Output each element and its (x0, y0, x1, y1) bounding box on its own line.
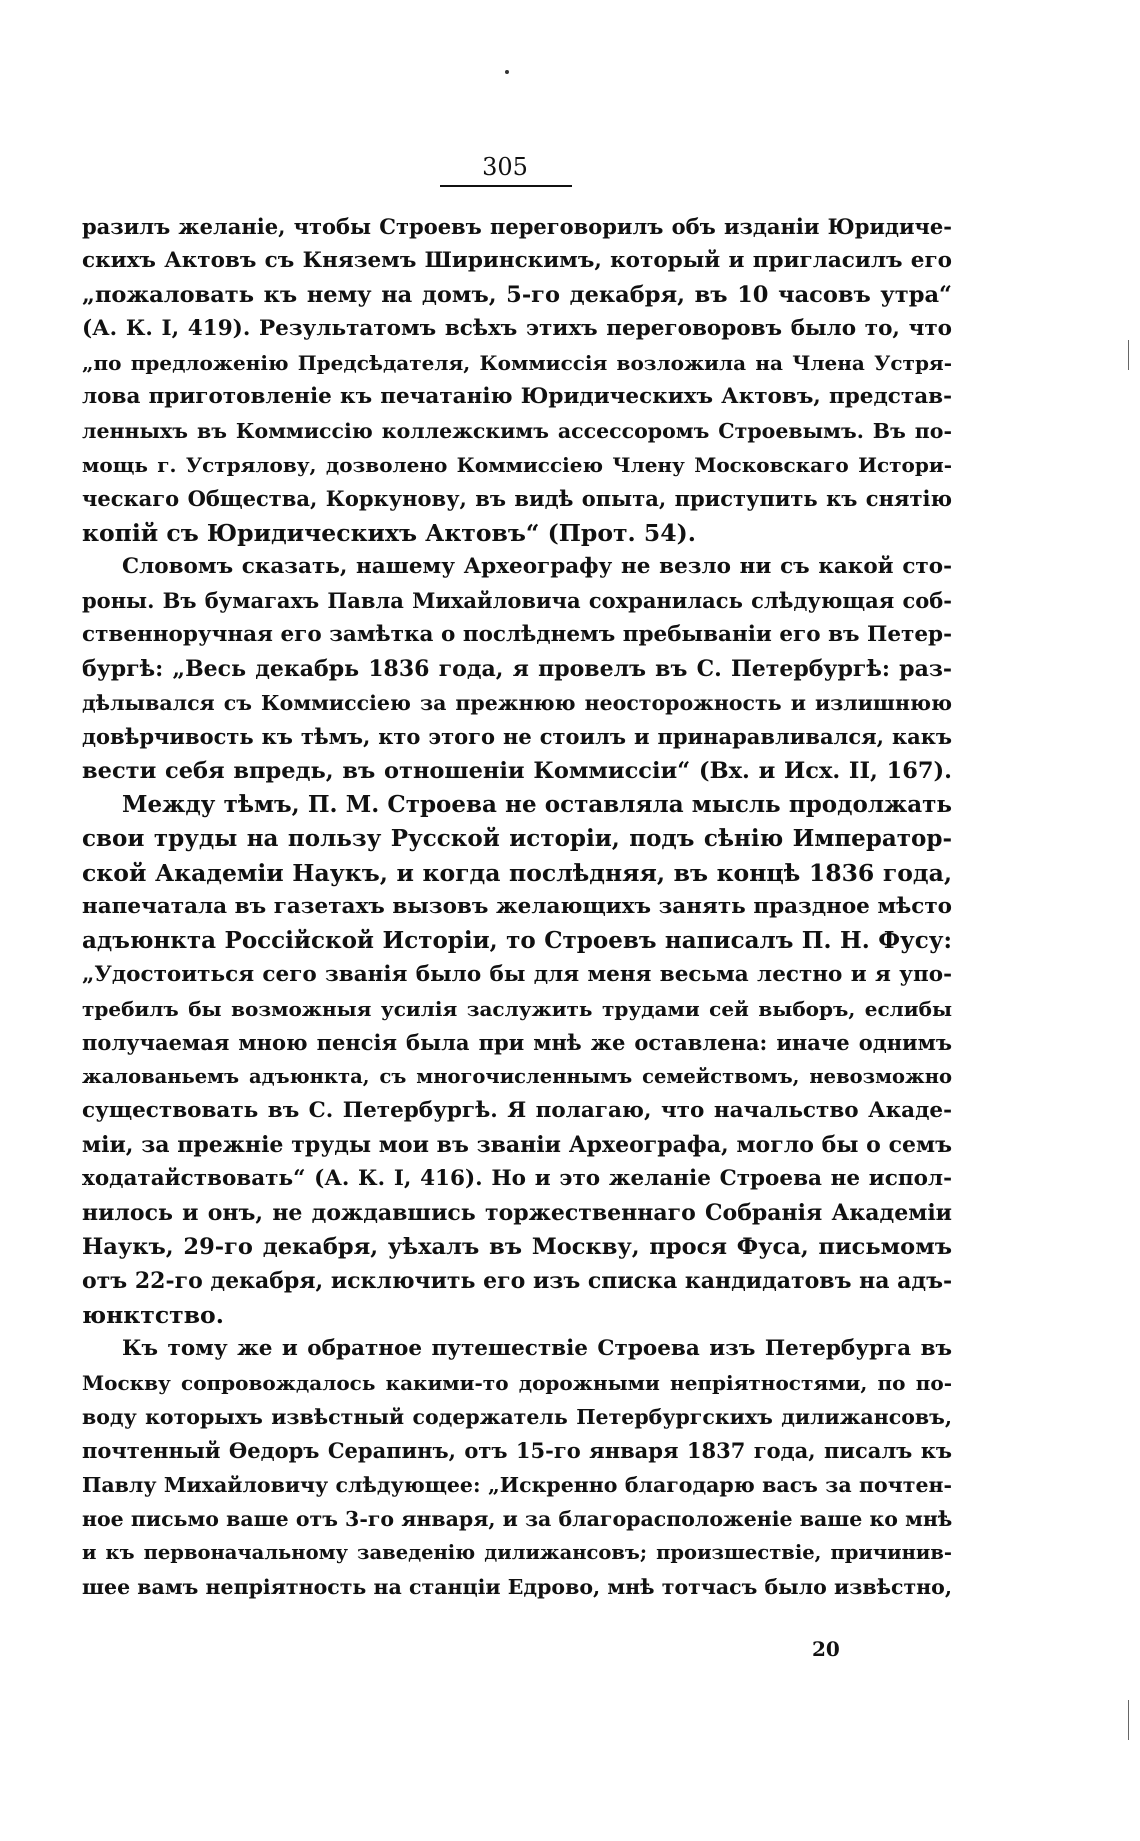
text-line: вести себя впредь, въ отношеніи Коммиссіи“ (Вх. и Исх. II, 167). (82, 758, 952, 784)
text-line: свои труды на пользу Русской исторіи, подъ сѣнію Император- (82, 825, 952, 852)
text-line: ное письмо ваше отъ 3-го января, и за благорасположеніе ваше ко мнѣ (82, 1507, 953, 1531)
paragraph-start-line: Между тѣмъ, П. М. Строева не оставляла мысль продолжать (122, 791, 952, 818)
text-line: Москву сопровождалось какими-то дорожными непріятностями, по по- (82, 1371, 952, 1395)
text-line: ской Академіи Наукъ, и когда послѣдняя, въ концѣ 1836 года, (82, 859, 952, 887)
text-line: мощь г. Устрялову, дозволено Коммиссіею Члену Московскаго Истори- (82, 453, 952, 477)
page-body-text (82, 210, 952, 1604)
text-line: бургѣ: „Весь декабрь 1836 года, я провелъ въ С. Петербургѣ: раз- (82, 656, 952, 682)
text-line: требилъ бы возможныя усилія заслужить трудами сей выборъ, еслибы (82, 997, 952, 1021)
text-line: воду которыхъ извѣстный содержатель Петербургскихъ дилижансовъ, (82, 1405, 952, 1429)
text-line: ленныхъ въ Коммиссію коллежскимъ ассессоромъ Строевымъ. Въ по- (82, 419, 952, 443)
text-line: дѣлывался съ Коммиссіею за прежнюю неосторожность и излишнюю (82, 691, 952, 715)
paragraph-start-line: Къ тому же и обратное путешествіе Строева изъ Петербурга въ (122, 1336, 952, 1361)
text-line: міи, за прежніе труды мои въ званіи Археографа, могло бы о семъ (82, 1132, 952, 1158)
scan-edge-mark (1128, 1700, 1129, 1740)
text-line: юнктство. (82, 1301, 224, 1329)
text-line: шее вамъ непріятность на станціи Едрово, мнѣ тотчасъ было извѣстно, (82, 1575, 952, 1599)
text-line: существовать въ С. Петербургѣ. Я полагаю, что начальство Акаде- (82, 1098, 952, 1123)
scan-edge-mark (1128, 340, 1129, 370)
header-rule (440, 185, 572, 187)
text-line: „по предложенію Предсѣдателя, Коммиссія возложила на Члена Устря- (82, 351, 952, 375)
text-line: лова приготовленіе къ печатанію Юридическихъ Актовъ, представ- (82, 384, 952, 409)
text-line: отъ 22-го декабря, исключить его изъ списка кандидатовъ на адъ- (82, 1268, 953, 1294)
text-line: и къ первоначальному заведенію дилижансовъ; произшествіе, причинив- (82, 1541, 952, 1564)
text-line: получаемая мною пенсія была при мнѣ же оставлена: иначе однимъ (82, 1030, 952, 1055)
text-line: нилось и онъ, не дождавшись торжественнаго Собранія Академіи (82, 1200, 952, 1226)
text-line: Наукъ, 29-го декабря, уѣхалъ въ Москву, прося Фуса, письмомъ (82, 1234, 952, 1260)
text-line: ходатайствовать“ (А. К. I, 416). Но и это желаніе Строева не испол- (82, 1166, 952, 1191)
text-line: почтенный Ѳедоръ Серапинъ, отъ 15-го января 1837 года, писалъ къ (82, 1438, 952, 1463)
text-line: „Удостоиться сего званія было бы для меня весьма лестно и я упо- (82, 962, 952, 987)
text-line: (А. К. I, 419). Результатомъ всѣхъ этихъ переговоровъ было то, что (82, 316, 952, 341)
text-line: „пожаловать къ нему на домъ, 5-го декабря, въ 10 часовъ утра“ (82, 282, 952, 308)
text-line: напечатала въ газетахъ вызовъ желающихъ занять праздное мѣсто (82, 894, 952, 919)
text-line: адъюнкта Россійской Исторіи, то Строевъ написалъ П. Н. Фусу: (82, 927, 952, 954)
text-line: Павлу Михайловичу слѣдующее: „Искренно благодарю васъ за почтен- (82, 1473, 952, 1497)
text-line: скихъ Актовъ съ Княземъ Ширинскимъ, который и пригласилъ его (82, 248, 952, 273)
text-line: копій съ Юридическихъ Актовъ“ (Прот. 54). (82, 519, 696, 547)
text-line: довѣрчивость къ тѣмъ, кто этого не стоилъ и принаравливался, какъ (82, 724, 952, 749)
signature-mark: 20 (812, 1637, 840, 1661)
text-line: ственноручная его замѣтка о послѣднемъ пребываніи его въ Петер- (82, 622, 952, 647)
text-line: жалованьемъ адъюнкта, съ многочисленнымъ семействомъ, невозможно (82, 1065, 952, 1088)
page-number: 305 (482, 153, 528, 181)
print-speck (505, 70, 509, 74)
paragraph-start-line: Словомъ сказать, нашему Археографу не везло ни съ какой сто- (122, 554, 952, 579)
text-line: роны. Въ бумагахъ Павла Михайловича сохранилась слѣдующая соб- (82, 588, 952, 613)
text-line: ческаго Общества, Коркунову, въ видѣ опыта, приступить къ снятію (82, 486, 952, 511)
text-line: разилъ желаніе, чтобы Строевъ переговорилъ объ изданіи Юридиче- (82, 214, 952, 239)
